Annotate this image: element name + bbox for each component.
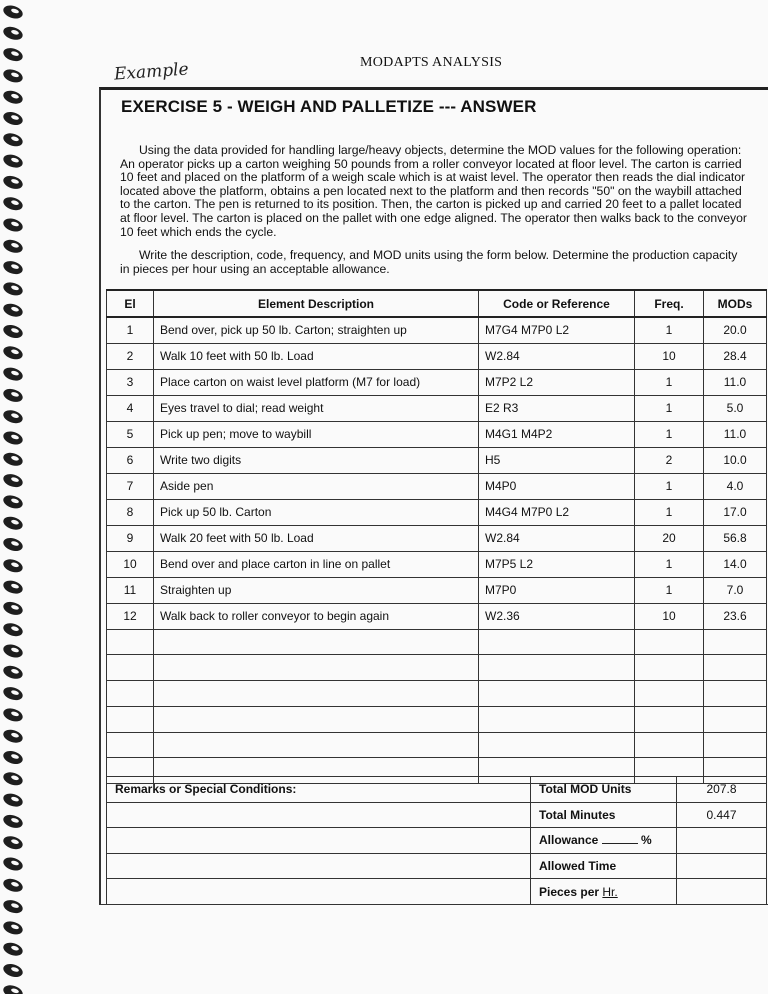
blank-cell — [479, 655, 635, 681]
header-mods: MODs — [704, 290, 767, 317]
table-row — [107, 447, 767, 473]
blank-cell — [635, 655, 704, 681]
element-description: Write two digits — [154, 447, 479, 473]
mods-value: 56.8 — [704, 525, 767, 551]
blank-cell — [635, 681, 704, 707]
element-number: 12 — [107, 603, 154, 629]
spiral-ring — [2, 301, 25, 319]
spiral-ring — [2, 664, 25, 682]
spiral-ring — [2, 280, 25, 298]
spiral-ring — [2, 940, 25, 958]
table-row — [107, 421, 767, 447]
frequency: 2 — [635, 447, 704, 473]
code-or-reference: M4G4 M7P0 L2 — [479, 499, 635, 525]
blank-cell — [107, 655, 154, 681]
remarks-line — [107, 853, 531, 879]
spiral-ring — [2, 600, 25, 618]
mods-value: 4.0 — [704, 473, 767, 499]
spiral-ring — [2, 344, 25, 362]
spiral-ring — [2, 685, 25, 703]
blank-cell — [704, 655, 767, 681]
spiral-ring — [2, 536, 25, 554]
allowance-value — [677, 828, 767, 854]
blank-table-row — [107, 732, 767, 758]
allowance-cell — [531, 828, 677, 854]
table-header-row — [107, 290, 767, 317]
blank-table-row — [107, 655, 767, 681]
header-el: El — [107, 290, 154, 317]
element-number: 9 — [107, 525, 154, 551]
element-description: Place carton on waist level platform (M7 for load) — [154, 369, 479, 395]
blank-cell — [107, 629, 154, 655]
element-description: Bend over and place carton in line on pallet — [154, 551, 479, 577]
mods-value: 14.0 — [704, 551, 767, 577]
spiral-ring — [2, 174, 25, 192]
spiral-ring — [2, 216, 25, 234]
exercise-title: EXERCISE 5 - WEIGH AND PALLETIZE --- ANSWER — [121, 97, 537, 116]
spiral-ring — [2, 493, 25, 511]
blank-cell — [479, 629, 635, 655]
element-number: 8 — [107, 499, 154, 525]
blank-table-row — [107, 629, 767, 655]
mods-value: 17.0 — [704, 499, 767, 525]
pieces-per-unit: Hr. — [602, 884, 618, 899]
spiral-binding — [0, 0, 38, 994]
instructions-paragraph-2: Write the description, code, frequency, and MOD units using the form below. Determine the production capacity in pieces per hour using an acceptable allowance. — [120, 248, 738, 276]
element-number: 1 — [107, 317, 154, 343]
spiral-ring — [2, 259, 25, 277]
remarks-line — [107, 828, 531, 854]
table-row — [107, 395, 767, 421]
spiral-ring — [2, 813, 25, 831]
element-number: 11 — [107, 577, 154, 603]
spiral-ring — [2, 919, 25, 937]
blank-cell — [635, 629, 704, 655]
blank-cell — [635, 732, 704, 758]
spiral-ring — [2, 429, 25, 447]
blank-cell — [704, 706, 767, 732]
pieces-per-label: Pieces per — [539, 884, 600, 899]
code-or-reference: M4P0 — [479, 473, 635, 499]
remarks-line — [107, 879, 531, 905]
table-row — [107, 499, 767, 525]
mods-value: 10.0 — [704, 447, 767, 473]
spiral-ring — [2, 152, 25, 170]
code-or-reference: E2 R3 — [479, 395, 635, 421]
element-number: 3 — [107, 369, 154, 395]
spiral-ring — [2, 67, 25, 85]
blank-cell — [107, 681, 154, 707]
mods-value: 28.4 — [704, 343, 767, 369]
frequency: 10 — [635, 603, 704, 629]
element-number: 10 — [107, 551, 154, 577]
mods-value: 7.0 — [704, 577, 767, 603]
header-freq: Freq. — [635, 290, 704, 317]
pieces-per-value — [677, 879, 767, 905]
spiral-ring — [2, 110, 25, 128]
blank-cell — [154, 629, 479, 655]
total-minutes-value: 0.447 — [677, 802, 767, 828]
spiral-ring — [2, 238, 25, 256]
spiral-ring — [2, 983, 25, 994]
table-row — [107, 317, 767, 343]
spiral-ring — [2, 855, 25, 873]
element-description: Straighten up — [154, 577, 479, 603]
remarks-line — [107, 802, 531, 828]
blank-table-row — [107, 706, 767, 732]
code-or-reference: M7P0 — [479, 577, 635, 603]
spiral-ring — [2, 578, 25, 596]
frequency: 1 — [635, 395, 704, 421]
code-or-reference: M7P5 L2 — [479, 551, 635, 577]
blank-cell — [704, 681, 767, 707]
mods-value: 11.0 — [704, 421, 767, 447]
blank-cell — [154, 655, 479, 681]
element-description: Pick up pen; move to waybill — [154, 421, 479, 447]
element-description: Bend over, pick up 50 lb. Carton; straighten up — [154, 317, 479, 343]
table-row — [107, 525, 767, 551]
blank-cell — [107, 732, 154, 758]
frequency: 20 — [635, 525, 704, 551]
frequency: 1 — [635, 317, 704, 343]
blank-cell — [154, 732, 479, 758]
total-mod-units-label: Total MOD Units — [531, 777, 677, 803]
page-header-title: MODAPTS ANALYSIS — [360, 55, 503, 70]
code-or-reference: H5 — [479, 447, 635, 473]
frequency: 1 — [635, 421, 704, 447]
code-or-reference: M7G4 M7P0 L2 — [479, 317, 635, 343]
pieces-per-cell — [531, 879, 677, 905]
remarks-table — [106, 776, 767, 905]
spiral-ring — [2, 472, 25, 490]
spiral-ring — [2, 727, 25, 745]
spiral-ring — [2, 834, 25, 852]
blank-cell — [635, 706, 704, 732]
code-or-reference: W2.84 — [479, 343, 635, 369]
header-element-description: Element Description — [154, 290, 479, 317]
spiral-ring — [2, 642, 25, 660]
element-description: Aside pen — [154, 473, 479, 499]
allowance-label: Allowance — [539, 833, 599, 848]
spiral-ring — [2, 408, 25, 426]
spiral-ring — [2, 3, 25, 21]
total-mod-units-value: 207.8 — [677, 777, 767, 803]
element-number: 7 — [107, 473, 154, 499]
spiral-ring — [2, 387, 25, 405]
frequency: 1 — [635, 551, 704, 577]
blank-cell — [154, 706, 479, 732]
handwritten-example-note: Example — [113, 59, 190, 85]
spiral-ring — [2, 131, 25, 149]
spiral-ring — [2, 514, 25, 532]
table-row — [107, 577, 767, 603]
mods-value: 5.0 — [704, 395, 767, 421]
spiral-ring — [2, 791, 25, 809]
spiral-ring — [2, 706, 25, 724]
code-or-reference: W2.36 — [479, 603, 635, 629]
spiral-ring — [2, 749, 25, 767]
blank-cell — [704, 629, 767, 655]
blank-cell — [479, 706, 635, 732]
blank-cell — [704, 732, 767, 758]
element-description: Walk back to roller conveyor to begin again — [154, 603, 479, 629]
element-number: 2 — [107, 343, 154, 369]
mods-value: 23.6 — [704, 603, 767, 629]
blank-cell — [479, 732, 635, 758]
code-or-reference: M7P2 L2 — [479, 369, 635, 395]
blank-table-row — [107, 681, 767, 707]
table-row — [107, 369, 767, 395]
spiral-ring — [2, 88, 25, 106]
spiral-ring — [2, 770, 25, 788]
code-or-reference: W2.84 — [479, 525, 635, 551]
mods-value: 20.0 — [704, 317, 767, 343]
spiral-ring — [2, 323, 25, 341]
frequency: 1 — [635, 577, 704, 603]
allowance-blank — [602, 834, 638, 844]
spiral-ring — [2, 898, 25, 916]
element-description: Eyes travel to dial; read weight — [154, 395, 479, 421]
element-description: Walk 20 feet with 50 lb. Load — [154, 525, 479, 551]
spiral-ring — [2, 621, 25, 639]
spiral-ring — [2, 557, 25, 575]
spiral-ring — [2, 25, 25, 43]
mods-value: 11.0 — [704, 369, 767, 395]
spiral-ring — [2, 195, 25, 213]
blank-cell — [107, 706, 154, 732]
allowed-time-label: Allowed Time — [531, 853, 677, 879]
element-number: 6 — [107, 447, 154, 473]
spiral-ring — [2, 365, 25, 383]
frequency: 10 — [635, 343, 704, 369]
element-description: Walk 10 feet with 50 lb. Load — [154, 343, 479, 369]
table-row — [107, 473, 767, 499]
spiral-ring — [2, 877, 25, 895]
instructions-paragraph-1: Using the data provided for handling large/heavy objects, determine the MOD values for the following operation: An operator picks up a carton weighing 50 pounds from a roller conveyor located at floor level. The carton is carried 10 feet and placed on the platform of a weigh scale which is at waist level. The operator then reads the dial indicator located above the platform, obtains a pen located next to the platform and then records "50" on the waybill attached to the carton. The pen is returned to its position. Then, the carton is picked up and carried 20 feet to a pallet located at floor level. The carton is placed on the pallet with one edge aligned. The operator then walks back to the conveyor 10 feet which ends the cycle. — [120, 143, 747, 239]
header-code-or-reference: Code or Reference — [479, 290, 635, 317]
total-minutes-label: Total Minutes — [531, 802, 677, 828]
table-row — [107, 603, 767, 629]
code-or-reference: M4G1 M4P2 — [479, 421, 635, 447]
remarks-label: Remarks or Special Conditions: — [107, 777, 531, 803]
blank-cell — [154, 681, 479, 707]
element-table — [106, 289, 767, 784]
frequency: 1 — [635, 369, 704, 395]
element-description: Pick up 50 lb. Carton — [154, 499, 479, 525]
frequency: 1 — [635, 473, 704, 499]
frequency: 1 — [635, 499, 704, 525]
allowed-time-value — [677, 853, 767, 879]
element-number: 4 — [107, 395, 154, 421]
blank-cell — [479, 681, 635, 707]
allowance-percent: % — [641, 833, 652, 848]
element-number: 5 — [107, 421, 154, 447]
table-row — [107, 551, 767, 577]
spiral-ring — [2, 962, 25, 980]
spiral-ring — [2, 451, 25, 469]
spiral-ring — [2, 46, 25, 64]
table-row — [107, 343, 767, 369]
